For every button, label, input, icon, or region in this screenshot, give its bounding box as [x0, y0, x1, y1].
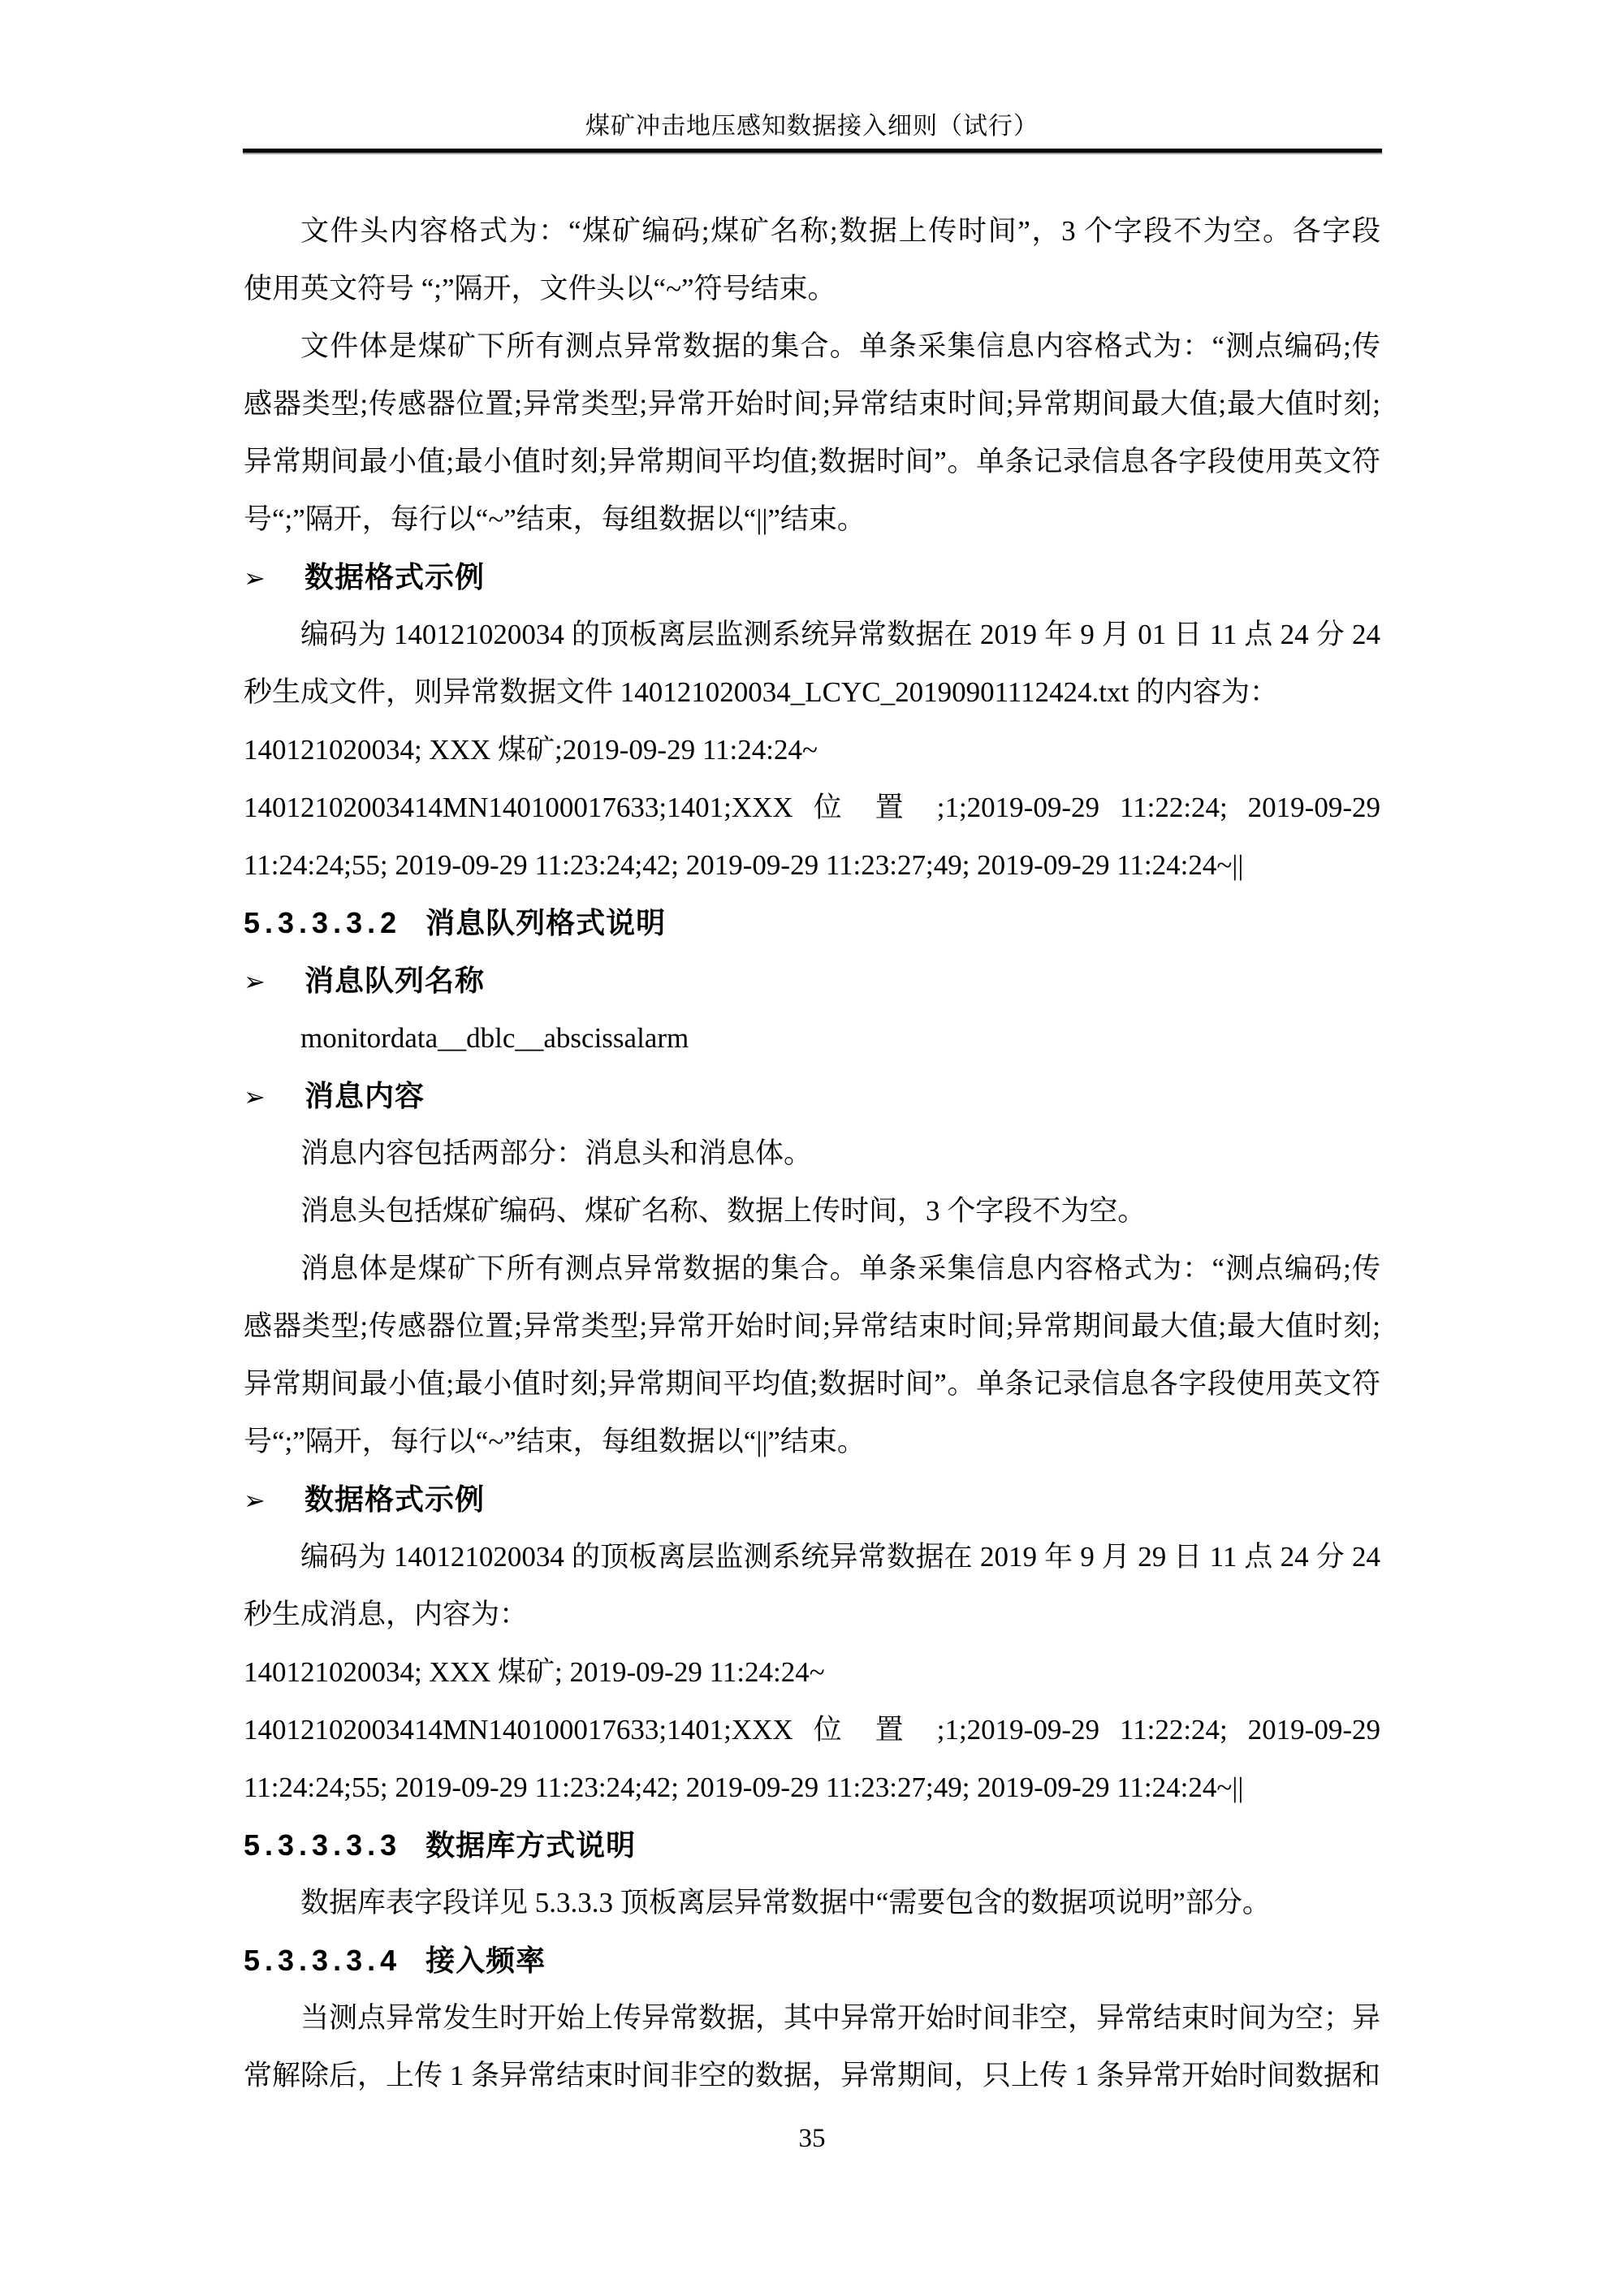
code-line: 11:24:24;55; 2019-09-29 11:23:24;42; 2019-09-29 11:23:27;49; 2019-09-29 11:24:24~|| [244, 849, 1244, 881]
section-heading [244, 1816, 1380, 1874]
body-line: 消息体是煤矿下所有测点异常数据的集合。单条采集信息内容格式为：“测点编码;传 [300, 1253, 1380, 1284]
bullet-label: 数据格式示例 [304, 560, 486, 593]
bullet-item [244, 952, 1380, 1009]
arrow-bullet-icon: ➢ [244, 1081, 266, 1112]
body-line: 秒生成消息，内容为： [244, 1599, 529, 1630]
body-line: 文件体是煤矿下所有测点异常数据的集合。单条采集信息内容格式为：“测点编码;传 [300, 330, 1380, 362]
body-line: 消息头包括煤矿编码、煤矿名称、数据上传时间，3 个字段不为空。 [300, 1195, 1147, 1227]
page-number: 35 [798, 2124, 826, 2153]
bullet-label: 消息内容 [304, 1079, 425, 1112]
code-line: 14012102003414MN140100017633;1401;XXX 位 置 ;1;2019-09-29 11:22:24; 2019-09-29 [244, 1714, 1380, 1746]
heading-number: 5.3.3.3.2 [244, 906, 402, 939]
heading-number: 5.3.3.3.3 [244, 1828, 402, 1862]
body-line: 编码为 140121020034 的顶板离层监测系统异常数据在 2019 年 9 月 29 日 11 点 24 分 24 [300, 1541, 1380, 1573]
body-line: 异常期间最小值;最小值时刻;异常期间平均值;数据时间”。单条记录信息各字段使用英文符 [244, 446, 1380, 477]
body-line: 秒生成文件，则异常数据文件 140121020034_LCYC_20190901112424.txt 的内容为： [244, 676, 1278, 708]
bullet-label: 消息队列名称 [304, 964, 486, 997]
document-lines [244, 202, 1380, 2104]
code-line: 140121020034; XXX 煤矿;2019-09-29 11:24:24~ [244, 734, 818, 766]
body-line: 使用英文符号 “;”隔开，文件头以“~”符号结束。 [244, 273, 836, 304]
bullet-label: 数据格式示例 [304, 1482, 486, 1516]
body-line: 消息内容包括两部分：消息头和消息体。 [300, 1137, 813, 1169]
body-line: 感器类型;传感器位置;异常类型;异常开始时间;异常结束时间;异常期间最大值;最大值时刻; [244, 388, 1380, 420]
heading-number: 5.3.3.3.4 [244, 1944, 402, 1977]
body-line: 当测点异常发生时开始上传异常数据，其中异常开始时间非空，异常结束时间为空；异 [300, 2002, 1380, 2034]
code-line: monitordata__dblc__abscissalarm [300, 1022, 689, 1054]
code-line: 140121020034; XXX 煤矿; 2019-09-29 11:24:24~ [244, 1656, 825, 1688]
body-line: 文件头内容格式为：“煤矿编码;煤矿名称;数据上传时间”，3 个字段不为空。各字段 [300, 215, 1380, 247]
body-line: 号“;”隔开，每行以“~”结束，每组数据以“||”结束。 [244, 1426, 866, 1457]
body-line: 编码为 140121020034 的顶板离层监测系统异常数据在 2019 年 9 月 01 日 11 点 24 分 24 [300, 619, 1380, 650]
running-header-title: 煤矿冲击地压感知数据接入细则（试行） [585, 113, 1039, 140]
code-line: 11:24:24;55; 2019-09-29 11:23:24;42; 2019-09-29 11:23:27;49; 2019-09-29 11:24:24~|| [244, 1772, 1244, 1803]
heading-label: 数据库方式说明 [425, 1828, 637, 1862]
body-line: 常解除后，上传 1 条异常结束时间非空的数据，异常期间，只上传 1 条异常开始时间数据和 [244, 2060, 1380, 2091]
heading-label: 消息队列格式说明 [425, 906, 667, 939]
bullet-item [244, 1067, 1380, 1124]
code-line: 14012102003414MN140100017633;1401;XXX 位 置 ;1;2019-09-29 11:22:24; 2019-09-29 [244, 792, 1380, 823]
arrow-bullet-icon: ➢ [244, 563, 266, 593]
body-line: 异常期间最小值;最小值时刻;异常期间平均值;数据时间”。单条记录信息各字段使用英文符 [244, 1368, 1380, 1400]
bullet-item [244, 548, 1380, 606]
arrow-bullet-icon: ➢ [244, 966, 266, 997]
arrow-bullet-icon: ➢ [244, 1485, 266, 1516]
section-heading [244, 1931, 1380, 1989]
body-line: 号“;”隔开，每行以“~”结束，每组数据以“||”结束。 [244, 503, 866, 535]
heading-label: 接入频率 [425, 1944, 546, 1977]
body-line: 感器类型;传感器位置;异常类型;异常开始时间;异常结束时间;异常期间最大值;最大值时刻; [244, 1310, 1380, 1342]
header-rule [243, 149, 1382, 154]
bullet-item [244, 1470, 1380, 1528]
body-line: 数据库表字段详见 5.3.3.3 顶板离层异常数据中“需要包含的数据项说明”部分。 [300, 1887, 1271, 1918]
section-heading [244, 894, 1380, 952]
